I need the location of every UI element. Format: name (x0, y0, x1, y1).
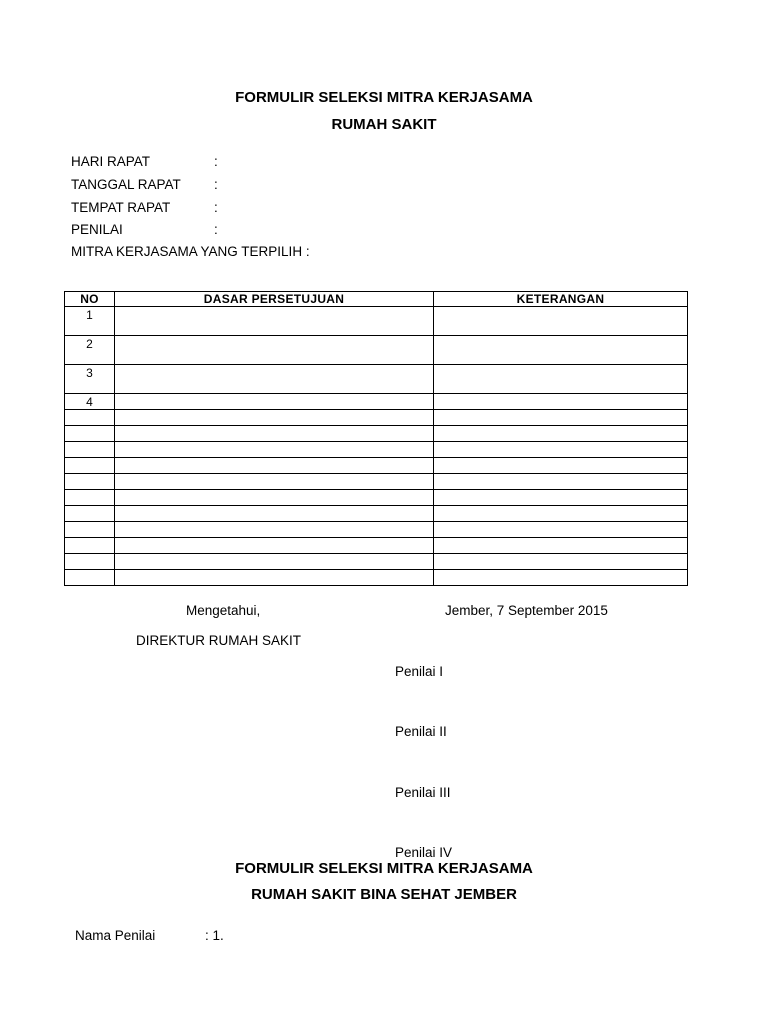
col-header-keterangan: KETERANGAN (434, 292, 688, 307)
field-colon: : (214, 200, 218, 215)
form-title-line2: RUMAH SAKIT (331, 116, 437, 133)
table-row (65, 336, 688, 365)
table-row (65, 570, 688, 586)
penilai-1-label: Penilai I (395, 664, 444, 679)
table-row (65, 442, 688, 458)
field-penilai (71, 222, 218, 237)
form2-title-line1: FORMULIR SELEKSI MITRA KERJASAMA (235, 860, 533, 877)
table-row (65, 506, 688, 522)
cell-dasar-persetujuan (115, 442, 434, 458)
place-date: Jember, 7 September 2015 (445, 603, 608, 618)
cell-dasar-persetujuan (115, 410, 434, 426)
field-label: TANGGAL RAPAT (71, 177, 181, 192)
row-number (65, 506, 115, 522)
cell-dasar-persetujuan (115, 307, 434, 336)
table-row (65, 490, 688, 506)
cell-keterangan (434, 410, 688, 426)
mitra-terpilih-label: MITRA KERJASAMA YANG TERPILIH : (71, 244, 310, 259)
table-header-row (65, 292, 688, 307)
table-row (65, 426, 688, 442)
field-colon: : (214, 222, 218, 237)
cell-keterangan (434, 365, 688, 394)
table-row (65, 365, 688, 394)
table-row (65, 474, 688, 490)
cell-keterangan (434, 394, 688, 410)
row-number (65, 458, 115, 474)
cell-dasar-persetujuan (115, 426, 434, 442)
form-title-line1: FORMULIR SELEKSI MITRA KERJASAMA (235, 89, 533, 106)
penilai-2-label: Penilai II (395, 724, 447, 739)
field-label: PENILAI (71, 222, 123, 237)
row-number (65, 554, 115, 570)
cell-dasar-persetujuan (115, 336, 434, 365)
selection-table (64, 291, 688, 586)
cell-dasar-persetujuan (115, 394, 434, 410)
field-hari-rapat (71, 154, 218, 169)
row-number (65, 490, 115, 506)
cell-dasar-persetujuan (115, 458, 434, 474)
cell-dasar-persetujuan (115, 554, 434, 570)
row-number (65, 426, 115, 442)
row-number: 2 (65, 336, 115, 365)
cell-keterangan (434, 474, 688, 490)
table-row (65, 458, 688, 474)
cell-dasar-persetujuan (115, 522, 434, 538)
col-header-no: NO (65, 292, 115, 307)
cell-dasar-persetujuan (115, 538, 434, 554)
cell-keterangan (434, 307, 688, 336)
cell-keterangan (434, 554, 688, 570)
field-label: TEMPAT RAPAT (71, 200, 171, 215)
field-tanggal-rapat (71, 177, 218, 192)
cell-keterangan (434, 442, 688, 458)
cell-keterangan (434, 538, 688, 554)
cell-dasar-persetujuan (115, 490, 434, 506)
row-number (65, 410, 115, 426)
cell-dasar-persetujuan (115, 474, 434, 490)
table-row (65, 522, 688, 538)
cell-dasar-persetujuan (115, 506, 434, 522)
cell-dasar-persetujuan (115, 365, 434, 394)
table-row (65, 394, 688, 410)
row-number: 1 (65, 307, 115, 336)
cell-keterangan (434, 506, 688, 522)
direktur-label: DIREKTUR RUMAH SAKIT (136, 633, 302, 648)
table-row (65, 554, 688, 570)
field-colon: : (214, 177, 218, 192)
field-label: HARI RAPAT (71, 154, 151, 169)
nama-penilai-value: : 1. (205, 928, 224, 943)
cell-keterangan (434, 522, 688, 538)
penilai-4-label: Penilai IV (395, 845, 453, 860)
col-header-dasar-persetujuan: DASAR PERSETUJUAN (115, 292, 434, 307)
row-number (65, 474, 115, 490)
cell-dasar-persetujuan (115, 570, 434, 586)
row-number: 4 (65, 394, 115, 410)
row-number (65, 570, 115, 586)
form2-title-line2: RUMAH SAKIT BINA SEHAT JEMBER (251, 886, 517, 903)
row-number: 3 (65, 365, 115, 394)
field-tempat-rapat (71, 200, 218, 215)
row-number (65, 522, 115, 538)
table-row (65, 410, 688, 426)
table-row (65, 538, 688, 554)
row-number (65, 442, 115, 458)
cell-keterangan (434, 490, 688, 506)
cell-keterangan (434, 570, 688, 586)
cell-keterangan (434, 336, 688, 365)
cell-keterangan (434, 458, 688, 474)
mengetahui-label: Mengetahui, (186, 603, 261, 618)
penilai-3-label: Penilai III (395, 785, 451, 800)
nama-penilai-label: Nama Penilai (75, 928, 156, 943)
table-row (65, 307, 688, 336)
field-colon: : (214, 154, 218, 169)
cell-keterangan (434, 426, 688, 442)
row-number (65, 538, 115, 554)
